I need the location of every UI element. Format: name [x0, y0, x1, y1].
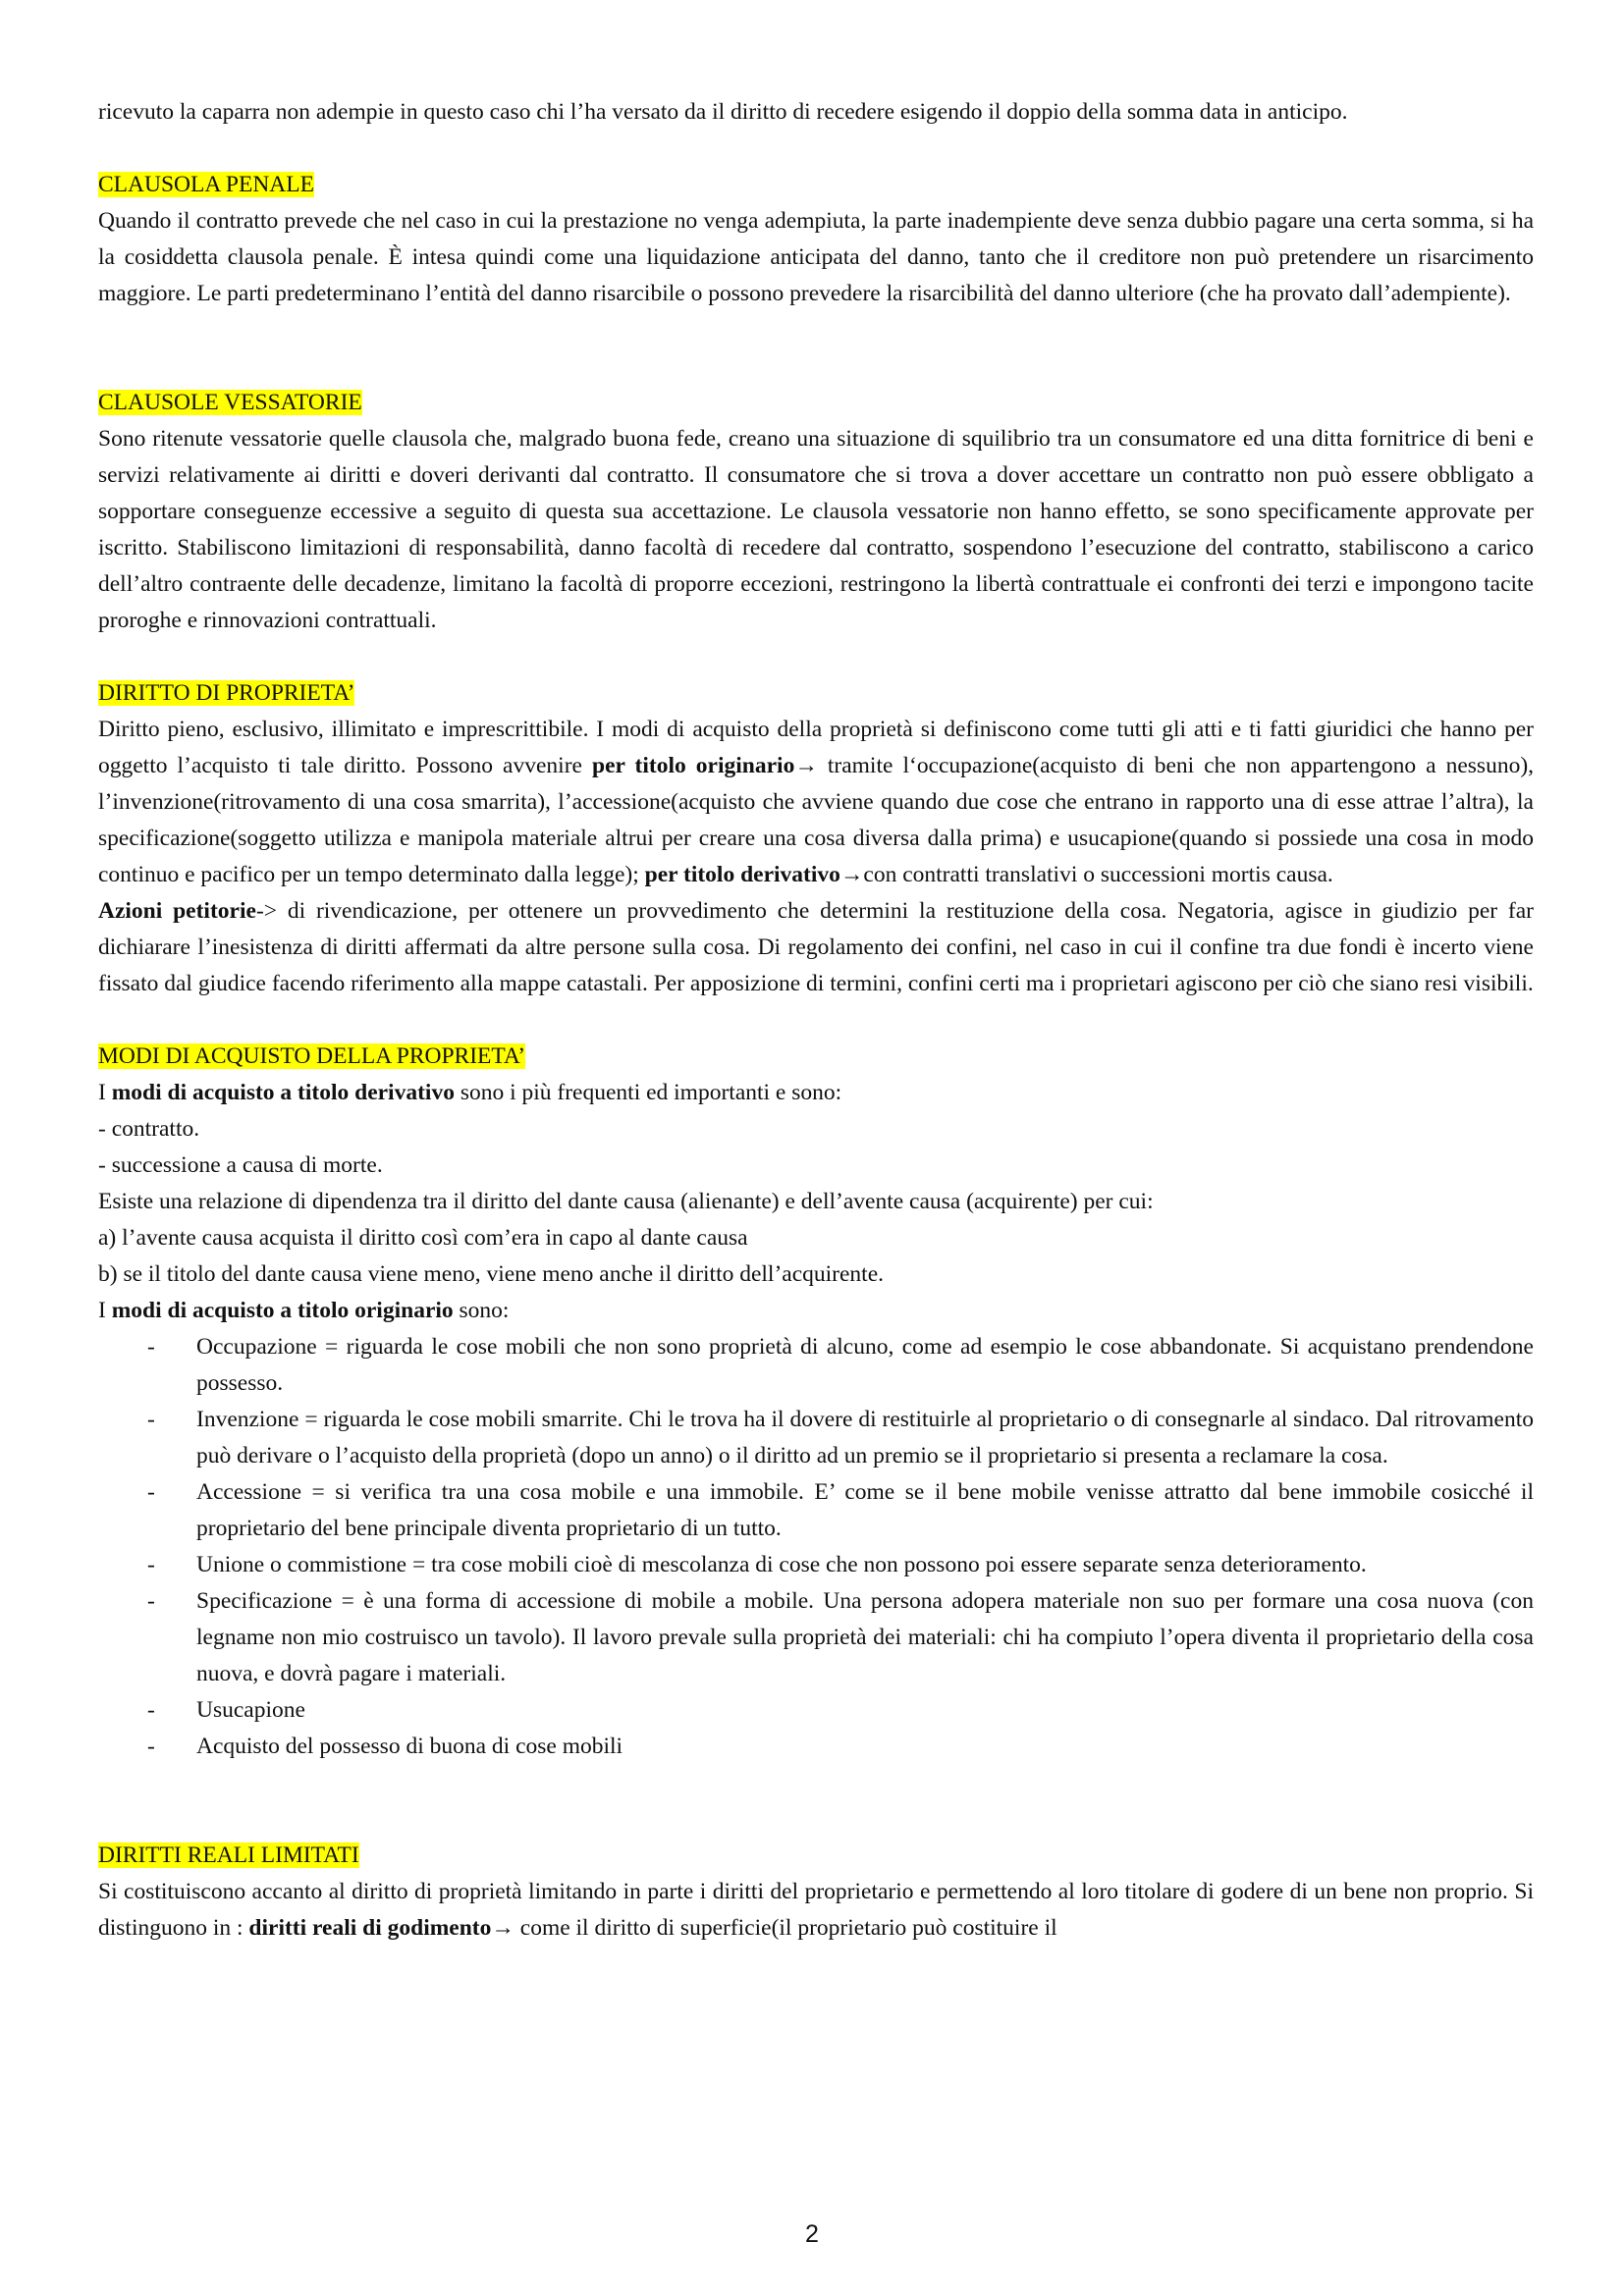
modi-acquisto-line: I modi di acquisto a titolo derivativo sono i più frequenti ed importanti e sono: [98, 1080, 842, 1105]
clausole-vessatorie-paragraph: Sono ritenute vessatorie quelle clausola che, malgrado buona fede, creano una situazione di squilibrio tra un consumatore ed una ditta fornitrice di beni e servizi relativamente ai diritti e doveri derivanti dal contratto. Il consumatore che si trova a dover accettare un contratto non può essere obbligato a sopportare conseguenze eccessive a seguito di questa sua accettazione. Le clausola vessatorie non hanno effetto, se sono specificamente approvate per iscritto. Stabiliscono limitazioni di responsabilità, danno facoltà di recedere dal contratto, sospendono l’esecuzione del contratto, stabiliscono a carico dell’altro contraente delle decadenze, limitano la facoltà di proporre eccezioni, restringono la libertà contrattuale ei confronti dei terzi e impongono tacite proroghe e rinnovazioni contrattuali. [98, 426, 1534, 633]
list-item: - Specificazione = è una forma di accessione di mobile a mobile. Una persona adopera materiale non suo per formare una cosa nuova (con legname non mio costruisco un tavolo). Il lavoro prevale sulla proprietà dei materiali: chi ha compiuto l’opera diventa il proprietario della cosa nuova, e dovrà pagare i materiali. [98, 1583, 1534, 1692]
page-number: 2 [805, 2220, 819, 2248]
dash-bullet-icon: - [147, 1697, 155, 1723]
list-item: - Unione o commistione = tra cose mobili cioè di mescolanza di cose che non possono poi essere separate senza deterioramento. [98, 1547, 1534, 1583]
modi-acquisto-line: b) se il titolo del dante causa viene meno, viene meno anche il diritto dell’acquirente. [98, 1261, 885, 1287]
dash-bullet-icon: - [147, 1334, 155, 1360]
arrow-icon: → [491, 1915, 514, 1941]
diritto-proprieta-paragraph: Diritto pieno, esclusivo, illimitato e imprescrittibile. I modi di acquisto della proprietà si definiscono come tutti gli atti e ti fatti giuridici che hanno per oggetto l’acquisto ti tale diritto. Possono avvenire per titolo originario→ tramite l‘occupazione(acquisto di beni che non appartengono a nessuno), l’invenzione(ritrovamento di una cosa smarrita), l’accessione(acquisto che avviene quando due cose che entrano in rapporto una di esse attrae l’altra), la specificazione(soggetto utilizza e manipola materiale altrui per creare una cosa diversa dalla prima) e usucapione(quando si possiede una cosa in modo continuo e pacifico per un tempo determinato dalla legge); per titolo derivativo→con contratti translativi o successioni mortis causa. [98, 717, 1535, 887]
modi-acquisto-line: I modi di acquisto a titolo originario sono: [98, 1298, 510, 1323]
heading-modi-acquisto: MODI DI ACQUISTO DELLA PROPRIETA’ [98, 1043, 526, 1069]
clausola-penale-paragraph: Quando il contratto prevede che nel caso in cui la prestazione no venga adempiuta, la parte inadempiente deve senza dubbio pagare una certa somma, si ha la cosiddetta clausola penale. È intesa quindi come una liquidazione anticipata del danno, tanto che il creditore non può pretendere un risarcimento maggiore. Le parti predeterminano l’entità del danno risarcibile o possono prevedere la risarcibilità del danno ulteriore (che ha provato dall’adempiente). [98, 208, 1534, 306]
document-page [98, 94, 1534, 1947]
azioni-petitorie-paragraph: Azioni petitorie-> di rivendicazione, per ottenere un provvedimento che determini la restituzione della cosa. Negatoria, agisce in giudizio per far dichiarare l’inesistenza di diritti affermati da altre persone sulla cosa. Di regolamento dei confini, nel caso in cui il confine tra due fondi è incerto viene fissato dal giudice facendo riferimento alla mappe catastali. Per apposizione di termini, confini certi ma i proprietari agiscono per ciò che siano resi visibili. [98, 898, 1534, 996]
arrow-icon: → [794, 753, 818, 778]
modi-acquisto-line: a) l’avente causa acquista il diritto così com’era in capo al dante causa [98, 1225, 748, 1251]
dash-bullet-icon: - [147, 1552, 155, 1577]
modi-acquisto-line: Esiste una relazione di dipendenza tra il diritto del dante causa (alienante) e dell’avente causa (acquirente) per cui: [98, 1189, 1154, 1214]
dash-bullet-icon: - [147, 1407, 155, 1432]
diritti-reali-paragraph: Si costituiscono accanto al diritto di proprietà limitando in parte i diritti del proprietario e permettendo al loro titolare di godere di un bene non proprio. Si distinguono in : diritti reali di godimento→ come il diritto di superficie(il proprietario può costituire il [98, 1879, 1534, 1941]
intro-paragraph: ricevuto la caparra non adempie in questo caso chi l’ha versato da il diritto di recedere esigendo il doppio della somma data in anticipo. [98, 99, 1348, 125]
list-item: - Accessione = si verifica tra una cosa mobile e una immobile. E’ come se il bene mobile venisse attratto dal bene immobile cosicché il proprietario del bene principale diventa proprietario di un tutto. [98, 1474, 1534, 1547]
heading-clausola-penale: CLAUSOLA PENALE [98, 172, 314, 197]
modi-acquisto-line: - successione a causa di morte. [98, 1152, 383, 1178]
list-item: - Usucapione [98, 1692, 1534, 1729]
list-item: - Invenzione = riguarda le cose mobili smarrite. Chi le trova ha il dovere di restituirle al proprietario o di consegnarle al sindaco. Dal ritrovamento può derivare o l’acquisto della proprietà (dopo un anno) o il diritto ad un premio se il proprietario si presenta a reclamare la cosa. [98, 1402, 1534, 1474]
list-item: - Acquisto del possesso di buona di cose mobili [98, 1729, 1534, 1765]
dash-bullet-icon: - [147, 1588, 155, 1614]
heading-diritto-proprieta: DIRITTO DI PROPRIETA’ [98, 680, 355, 706]
heading-diritti-reali-limitati: DIRITTI REALI LIMITATI [98, 1842, 359, 1868]
arrow-icon: → [839, 862, 864, 887]
list-item: - Occupazione = riguarda le cose mobili che non sono proprietà di alcuno, come ad esempio le cose abbandonate. Si acquistano prendendone possesso. [98, 1329, 1534, 1402]
acquisto-originario-list [98, 1329, 1534, 1765]
heading-clausole-vessatorie: CLAUSOLE VESSATORIE [98, 390, 362, 415]
dash-bullet-icon: - [147, 1734, 155, 1759]
dash-bullet-icon: - [147, 1479, 155, 1505]
modi-acquisto-line: - contratto. [98, 1116, 200, 1142]
